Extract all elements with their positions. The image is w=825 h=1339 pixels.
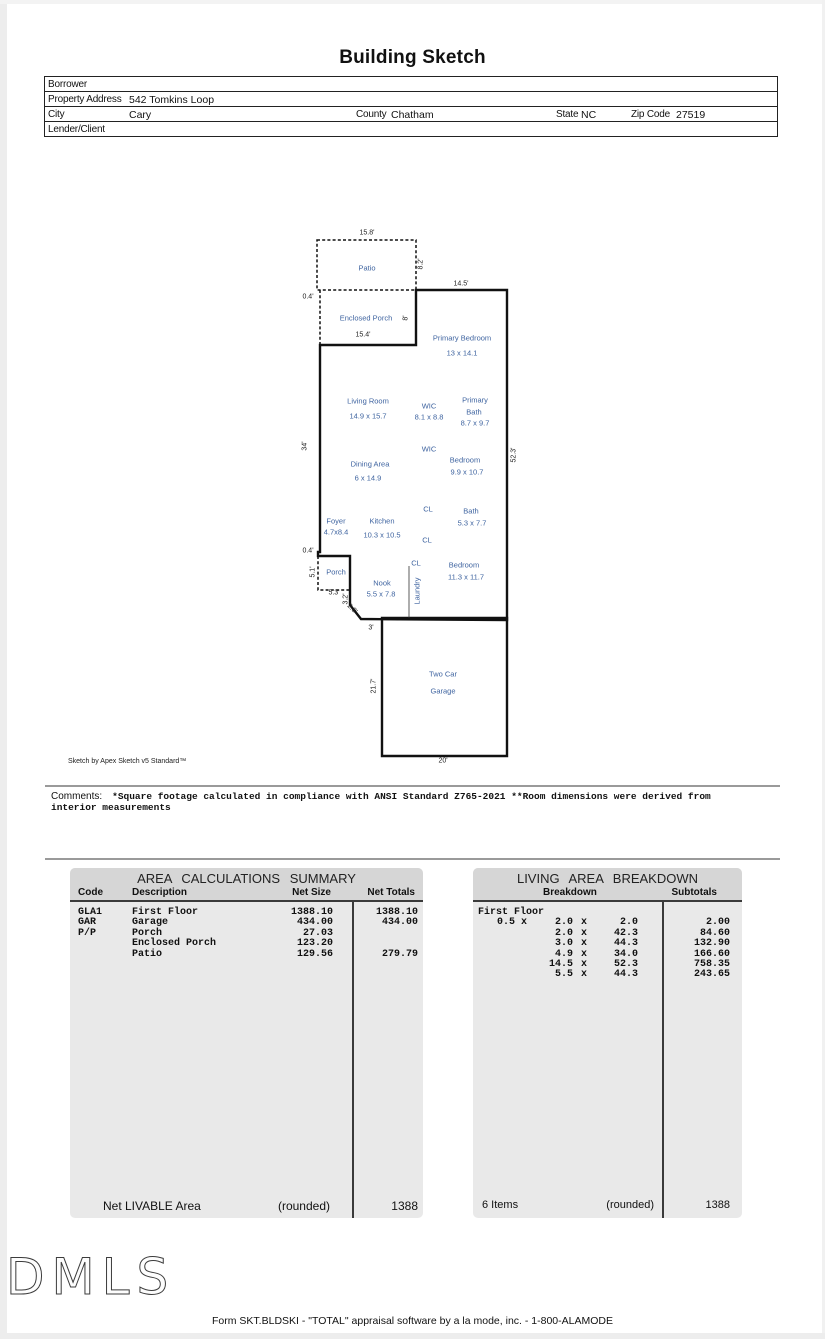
cell-net-total: 434.00 [381,917,418,929]
page-edge-top [0,0,825,4]
table-row [70,917,423,927]
cell-dim-a: 5.5 [554,969,573,981]
area-calculations-header [70,868,423,902]
net-livable-value: 1388 [391,1199,418,1213]
room-label: Garage [430,686,456,696]
table-row [70,928,423,938]
cell-description: Garage [132,917,169,929]
room-label: 5.3 x 7.7 [457,518,487,528]
property-address-row [45,92,777,107]
cell-factor: 0.5 x [497,917,528,929]
cell-dim-a: 14.5 [548,958,573,970]
county-label: County [356,109,387,120]
cell-net-total: 1388.10 [375,907,418,918]
room-label: Patio [358,263,376,273]
room-label: Primary [462,395,488,405]
cell-dim-b: 34.0 [613,948,638,960]
room-label: 6 x 14.9 [354,473,382,483]
city-county-row [45,107,777,122]
living-area-value: 1388 [705,1199,730,1211]
room-label: WIC [421,401,437,411]
room-label: 9.9 x 10.7 [450,467,484,477]
cell-dim-b: 44.3 [613,938,638,950]
property-address-value: 542 Tomkins Loop [129,94,215,106]
cell-net-size: 27.03 [302,927,333,939]
room-label: 11.3 x 11.7 [448,572,484,582]
dimension-label: 8.2' [417,258,425,270]
room-label: Bedroom [449,455,481,465]
cell-description: Porch [132,927,163,939]
dimension-label: 0.4' [302,293,314,301]
room-label: 10.3 x 10.5 [363,530,401,540]
dimension-label: 34' [301,441,309,451]
room-label: Dining Area [350,459,390,469]
dimension-label: 21.7' [370,678,378,694]
divider-line [45,785,780,787]
room-label: Enclosed Porch [339,313,393,323]
section-row [473,907,742,917]
room-label: Bedroom [448,560,480,570]
rounded-label: (rounded) [277,1199,330,1213]
dimension-label: 5.1' [309,566,317,578]
col-net-size: Net Size [292,887,331,898]
first-floor-outline [318,290,507,620]
cell-dim-b: 52.3 [613,958,638,970]
state-label: State [556,109,579,120]
section-label: First Floor [478,907,545,918]
dmls-watermark: DMLS [6,1248,176,1306]
state-value: NC [581,109,597,121]
cell-dim-b: 44.3 [613,969,638,981]
garage-outline [382,618,507,756]
cell-subtotal: 84.60 [699,927,730,939]
table-row [473,928,742,938]
room-label: Bath [466,407,482,417]
cell-times: x [581,917,588,929]
property-address-label: Property Address [48,94,122,105]
cell-description: First Floor [132,907,199,918]
borrower-row [45,77,777,92]
cell-subtotal: 758.35 [693,958,730,970]
cell-subtotal: 2.00 [705,917,730,929]
cell-times: x [581,927,588,939]
cell-times: x [581,948,588,960]
table-row [70,938,423,948]
dimension-label: 3.2' [342,593,350,605]
col-code: Code [78,887,103,898]
table-row [473,938,742,948]
living-area-title: LIVING AREA BREAKDOWN [516,871,699,886]
page-title: Building Sketch [339,47,486,68]
cell-subtotal: 166.60 [693,948,730,960]
area-calculations-title: AREA CALCULATIONS SUMMARY [137,871,356,886]
living-area-footer [473,1198,742,1215]
zip-code-label: Zip Code [631,109,670,120]
room-label: CL [411,558,421,568]
cell-dim-a: 3.0 [554,938,573,950]
cell-dim-a: 2.0 [554,917,573,929]
living-area-rows [473,902,742,980]
lender-client-label: Lender/Client [48,124,105,135]
table-row [473,959,742,969]
cell-subtotal: 243.65 [693,969,730,981]
dimension-label: 5.3' [328,589,340,597]
cell-net-total: 279.79 [381,948,418,960]
form-footer: Form SKT.BLDSKI - "TOTAL" appraisal software by a la mode, inc. - 1-800-ALAMODE [212,1315,613,1327]
sketch-credit: Sketch by Apex Sketch v5 Standard™ [68,758,187,765]
room-label: 13 x 14.1 [446,348,478,358]
room-label: CL [422,535,432,545]
dimension-label: 0.4' [302,547,314,555]
cell-net-size: 1388.10 [290,907,333,918]
room-label: Bath [463,506,479,516]
dimension-label: 15.8' [359,229,375,237]
room-label: Foyer [326,516,346,526]
lender-client-row [45,122,777,136]
comments-label: Comments: [51,791,103,802]
dimension-label: 14.5' [453,280,469,288]
cell-times: x [581,969,588,981]
porch-outline [318,556,350,590]
page-edge-bottom [0,1333,825,1339]
room-label: 14.9 x 15.7 [349,411,387,421]
dimension-label: 3' [368,624,374,632]
cell-code: P/P [78,927,97,939]
room-label: WIC [421,444,437,454]
zip-code-value: 27519 [676,109,706,121]
cell-dim-a: 2.0 [554,927,573,939]
cell-dim-a: 4.9 [554,948,573,960]
room-label: 8.7 x 9.7 [460,418,490,428]
dimension-label: 15.4' [355,331,371,339]
room-label: Two Car [429,669,457,679]
comments-block [51,791,743,813]
room-label: 8.1 x 8.8 [414,412,444,422]
room-label: Primary Bedroom [432,333,492,343]
city-value: Cary [129,109,152,121]
county-value: Chatham [391,109,434,121]
area-calculations-rows [70,902,423,959]
borrower-label: Borrower [48,79,87,90]
city-label: City [48,109,65,120]
col-breakdown: Breakdown [543,887,597,898]
cell-code: GLA1 [78,907,103,918]
items-count-label: 6 Items [482,1199,519,1211]
dimension-label: 8' [402,315,410,321]
page-edge-left [0,0,7,1339]
area-calculations-panel [70,868,423,1218]
net-livable-label: Net LIVABLE Area [103,1199,201,1213]
cell-net-size: 129.56 [296,948,333,960]
room-label: CL [423,504,433,514]
cell-description: Enclosed Porch [132,938,217,950]
cell-net-size: 434.00 [296,917,333,929]
cell-dim-b: 42.3 [613,927,638,939]
dimension-label: 20' [438,757,448,765]
area-calculations-footer [70,1198,423,1215]
table-row [473,949,742,959]
living-area-header [473,868,742,902]
comments-text: *Square footage calculated in compliance with ANSI Standard Z765-2021 **Room dimensions were derived from interior measurements [51,791,711,813]
room-label: Porch [326,567,346,577]
col-description: Description [132,887,188,898]
cell-times: x [581,938,588,950]
cell-net-size: 123.20 [296,938,333,950]
cell-subtotal: 132.90 [693,938,730,950]
table-row [70,949,423,959]
room-label: Laundry [412,577,422,605]
cell-description: Patio [132,948,163,960]
room-label: Kitchen [369,516,395,526]
col-subtotals: Subtotals [671,887,717,898]
property-id-table [44,76,778,137]
living-area-panel [473,868,742,1218]
divider-line [45,858,780,860]
dimension-label: 2.8' [345,602,359,616]
room-label: 4.7x8.4 [323,527,349,537]
cell-code: GAR [78,917,97,929]
dimension-label: 52.3' [510,447,518,463]
table-row [70,907,423,917]
cell-times: x [581,958,588,970]
room-label: 5.5 x 7.8 [366,589,396,599]
patio-outline [317,240,416,290]
room-label: Living Room [347,396,389,406]
cell-dim-b: 2.0 [619,917,638,929]
rounded-label: (rounded) [606,1199,654,1211]
col-net-totals: Net Totals [367,887,415,898]
room-label: Nook [373,578,391,588]
table-row [473,917,742,927]
table-row [473,969,742,979]
